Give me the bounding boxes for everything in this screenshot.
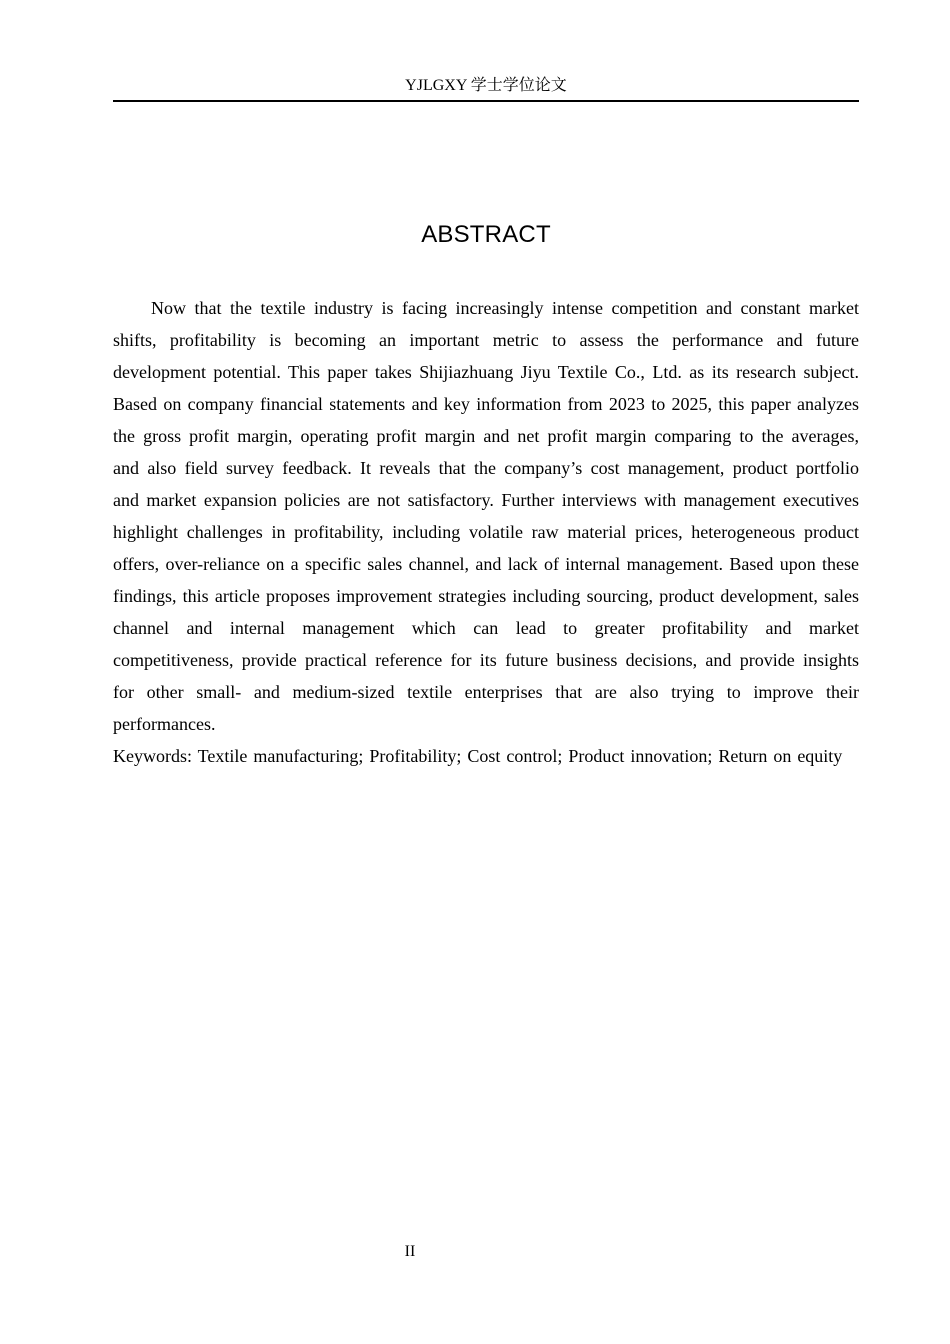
header-rule [113,100,859,102]
page-header: YJLGXY 学士学位论文 [405,77,567,94]
keywords: Keywords: Textile manufacturing; Profitability; Cost control; Product innovation; Return on equity [113,746,843,766]
page-number: II [404,1243,416,1260]
abstract-body [113,292,859,772]
abstract-title: ABSTRACT [421,221,551,248]
abstract-paragraph: Now that the textile industry is facing increasingly intense competition and constant market shifts, profitability is becoming an important metric to assess the performance and future development potential. This paper takes Shijiazhuang Jiyu Textile Co., Ltd. as its research subject. Based on company financial statements and key information from 2023 to 2025, this paper analyzes the gross profit margin, operating profit margin and net profit margin comparing to the averages, and also field survey feedback. It reveals that the company’s cost management, product portfolio and market expansion policies are not satisfactory. Further interviews with management executives highlight challenges in profitability, including volatile raw material prices, heterogeneous product offers, over-reliance on a specific sales channel, and lack of internal management. Based upon these findings, this article proposes improvement strategies including sourcing, product development, sales channel and internal management which can lead to greater profitability and market competitiveness, provide practical reference for its future business decisions, and provide insights for other small- and medium-sized textile enterprises that are also trying to improve their performances. [113,298,859,734]
